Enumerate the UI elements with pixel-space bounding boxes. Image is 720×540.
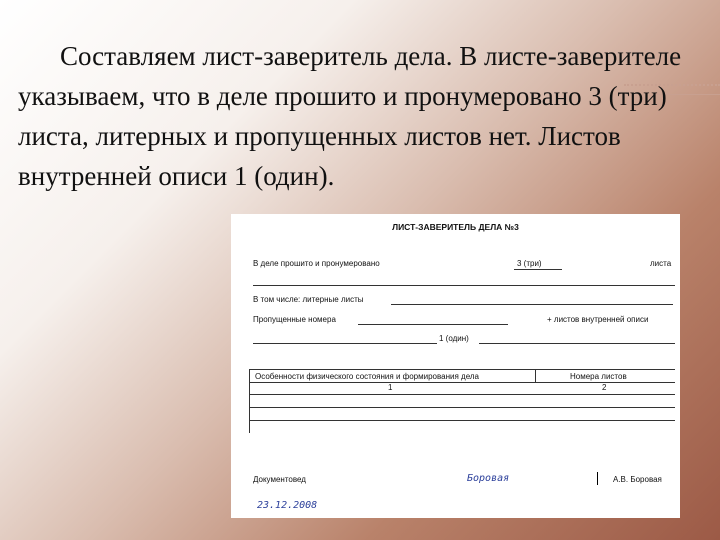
row1-count: 3 (три) — [517, 259, 542, 268]
signature-name: А.В. Боровая — [613, 475, 662, 484]
row3-label: Пропущенные номера — [253, 315, 336, 324]
row2-underline — [391, 304, 673, 305]
certification-sheet — [231, 214, 680, 518]
row2-label: В том числе: литерные листы — [253, 295, 364, 304]
row1-label: В деле прошито и пронумеровано — [253, 259, 380, 268]
table-number-1: 1 — [388, 383, 393, 392]
table-top-rule — [249, 369, 675, 370]
table-divider — [535, 369, 536, 383]
table-row-rule — [249, 407, 675, 408]
row1-rule — [253, 285, 675, 286]
row1-unit: листа — [650, 259, 672, 268]
table-number-2: 2 — [602, 383, 607, 392]
handwritten-signature: Боровая — [467, 473, 510, 484]
row4-value: 1 (один) — [439, 334, 469, 343]
row3-right: + листов внутренней описи — [547, 315, 649, 324]
table-header-features: Особенности физического состояния и формирования дела — [255, 372, 479, 381]
table-row-rule — [249, 394, 675, 395]
sheet-title: ЛИСТ-ЗАВЕРИТЕЛЬ ДЕЛА №3 — [392, 222, 519, 232]
table-left-border — [249, 369, 250, 433]
row3-underline — [358, 324, 508, 325]
table-row-rule — [249, 420, 675, 421]
table-header-rule — [249, 382, 675, 383]
signature-position: Документовед — [253, 475, 306, 484]
table-header-sheet-numbers: Номера листов — [570, 372, 627, 381]
intro-paragraph: Составляем лист-заверитель дела. В листе-заверителе указываем, что в деле прошито и пронумеровано 3 (три) листа, литерных и пропущенных листов нет. Листов внутренней описи 1 (один). — [18, 41, 682, 191]
row4-rule-left — [253, 343, 437, 344]
signature-separator — [597, 472, 598, 485]
handwritten-date: 23.12.2008 — [257, 500, 318, 511]
row4-rule-right — [479, 343, 675, 344]
row1-count-underline — [514, 269, 562, 270]
